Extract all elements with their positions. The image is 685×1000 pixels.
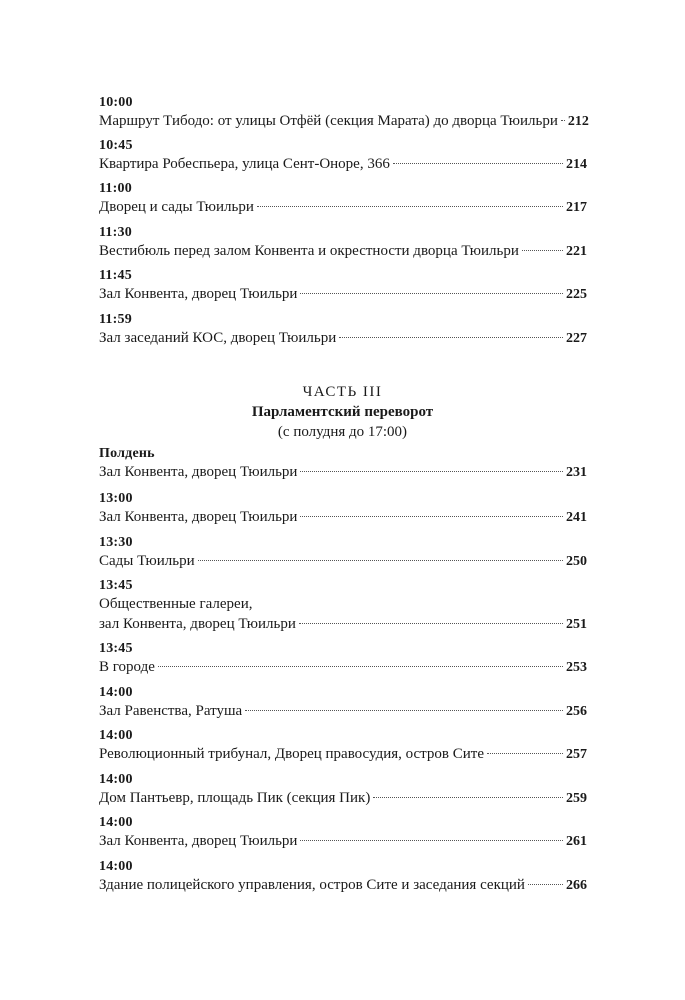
entry-time: 11:30	[99, 225, 132, 240]
part-subtitle: (с полудня до 17:00)	[277, 424, 408, 440]
entry-row	[99, 614, 587, 634]
dot-leader	[158, 666, 563, 667]
dot-leader	[300, 293, 563, 294]
toc-entry	[99, 268, 587, 304]
dot-leader	[393, 163, 563, 164]
entry-page-number: 250	[566, 554, 587, 569]
entry-page-number: 251	[566, 617, 587, 632]
entry-title: Зал Конвента, дворец Тюильри	[99, 286, 298, 302]
entry-row	[99, 744, 587, 764]
toc-entry	[99, 685, 587, 721]
entry-time: 14:00	[99, 859, 133, 874]
entry-title: Здание полицейского управления, остров Сите и заседания секций	[99, 877, 525, 893]
dot-leader	[522, 250, 563, 251]
entry-title: Зал Конвента, дворец Тюильри	[99, 833, 298, 849]
entry-row	[99, 111, 587, 131]
entry-title: Зал Конвента, дворец Тюильри	[99, 464, 298, 480]
entry-page-number: 261	[566, 834, 587, 849]
dot-leader	[257, 206, 563, 207]
toc-entry	[99, 815, 587, 851]
entry-title: Зал заседаний КОС, дворец Тюильри	[99, 330, 337, 346]
entry-row	[99, 507, 587, 527]
entry-title: Зал Конвента, дворец Тюильри	[99, 509, 298, 525]
entry-title: Дворец и сады Тюильри	[99, 199, 254, 215]
entry-page-number: 266	[566, 878, 587, 893]
entry-time: 13:00	[99, 491, 133, 506]
dot-leader	[339, 337, 563, 338]
toc-entry	[99, 728, 587, 764]
entry-title: Дом Пантьевр, площадь Пик (секция Пик)	[99, 790, 371, 806]
entry-time: 11:00	[99, 181, 132, 196]
toc-entry	[99, 312, 587, 348]
toc-entry	[99, 641, 587, 677]
dot-leader	[299, 623, 563, 624]
entry-time: 13:30	[99, 535, 133, 550]
entry-time: 10:00	[99, 95, 133, 110]
entry-row	[99, 701, 587, 721]
dot-leader	[561, 120, 565, 121]
entry-row	[99, 154, 587, 174]
entry-title: Вестибюль перед залом Конвента и окрестности дворца Тюильри	[99, 243, 519, 259]
entry-title: Революционный трибунал, Дворец правосудия, остров Сите	[99, 746, 484, 762]
entry-time: 10:45	[99, 138, 133, 153]
entry-time: 14:00	[99, 772, 133, 787]
entry-time: 13:45	[99, 578, 133, 593]
toc-entry	[99, 138, 587, 174]
entry-row	[99, 831, 587, 851]
entry-page-number: 256	[566, 704, 587, 719]
entry-time: 13:45	[99, 641, 133, 656]
entry-time: 11:59	[99, 312, 132, 327]
entry-time: Полдень	[99, 446, 155, 461]
part-title: Парламентский переворот	[251, 404, 434, 420]
entry-page-number: 257	[566, 747, 587, 762]
toc-entry	[99, 225, 587, 261]
entry-row	[99, 284, 587, 304]
part-label: ЧАСТЬ III	[302, 384, 383, 400]
entry-title: Сады Тюильри	[99, 553, 195, 569]
entry-row	[99, 875, 587, 895]
entry-time: 11:45	[99, 268, 132, 283]
dot-leader	[300, 471, 563, 472]
dot-leader	[300, 516, 563, 517]
entry-page-number: 212	[567, 114, 589, 129]
dot-leader	[300, 840, 563, 841]
dot-leader	[528, 884, 563, 885]
entry-title: Маршрут Тибодо: от улицы Отфёй (секция Марата) до дворца Тюильри	[99, 113, 558, 129]
entry-time: 14:00	[99, 728, 133, 743]
dot-leader	[373, 797, 563, 798]
entry-title: В городе	[99, 659, 155, 675]
entry-row	[99, 462, 587, 482]
entry-title: Квартира Робеспьера, улица Сент-Оноре, 366	[99, 156, 390, 172]
entry-row	[99, 657, 587, 677]
entry-time: 14:00	[99, 815, 133, 830]
toc-entry	[99, 859, 587, 895]
entry-row	[99, 551, 587, 571]
entry-page-number: 221	[566, 244, 587, 259]
entry-page-number: 214	[566, 157, 587, 172]
entry-page-number: 241	[566, 510, 587, 525]
entry-page-number: 227	[566, 331, 587, 346]
entry-title: Зал Равенства, Ратуша	[99, 703, 243, 719]
toc-entry	[99, 491, 587, 527]
entry-page-number: 217	[566, 200, 587, 215]
entry-time: 14:00	[99, 685, 133, 700]
toc-entry	[99, 446, 587, 482]
toc-entry	[99, 535, 587, 571]
dot-leader	[198, 560, 563, 561]
entry-page-number: 259	[566, 791, 587, 806]
entry-row	[99, 197, 587, 217]
entry-page-number: 231	[566, 465, 587, 480]
toc-entry	[99, 578, 587, 634]
dot-leader	[487, 753, 563, 754]
toc-entry	[99, 181, 587, 217]
entry-title: зал Конвента, дворец Тюильри	[99, 616, 296, 632]
dot-leader	[245, 710, 563, 711]
entry-row	[99, 328, 587, 348]
entry-row	[99, 241, 587, 261]
entry-page-number: 253	[566, 660, 587, 675]
toc-entry	[99, 95, 587, 131]
entry-row	[99, 788, 587, 808]
entry-title-line1: Общественные галереи,	[99, 596, 253, 612]
toc-entry	[99, 772, 587, 808]
entry-page-number: 225	[566, 287, 587, 302]
